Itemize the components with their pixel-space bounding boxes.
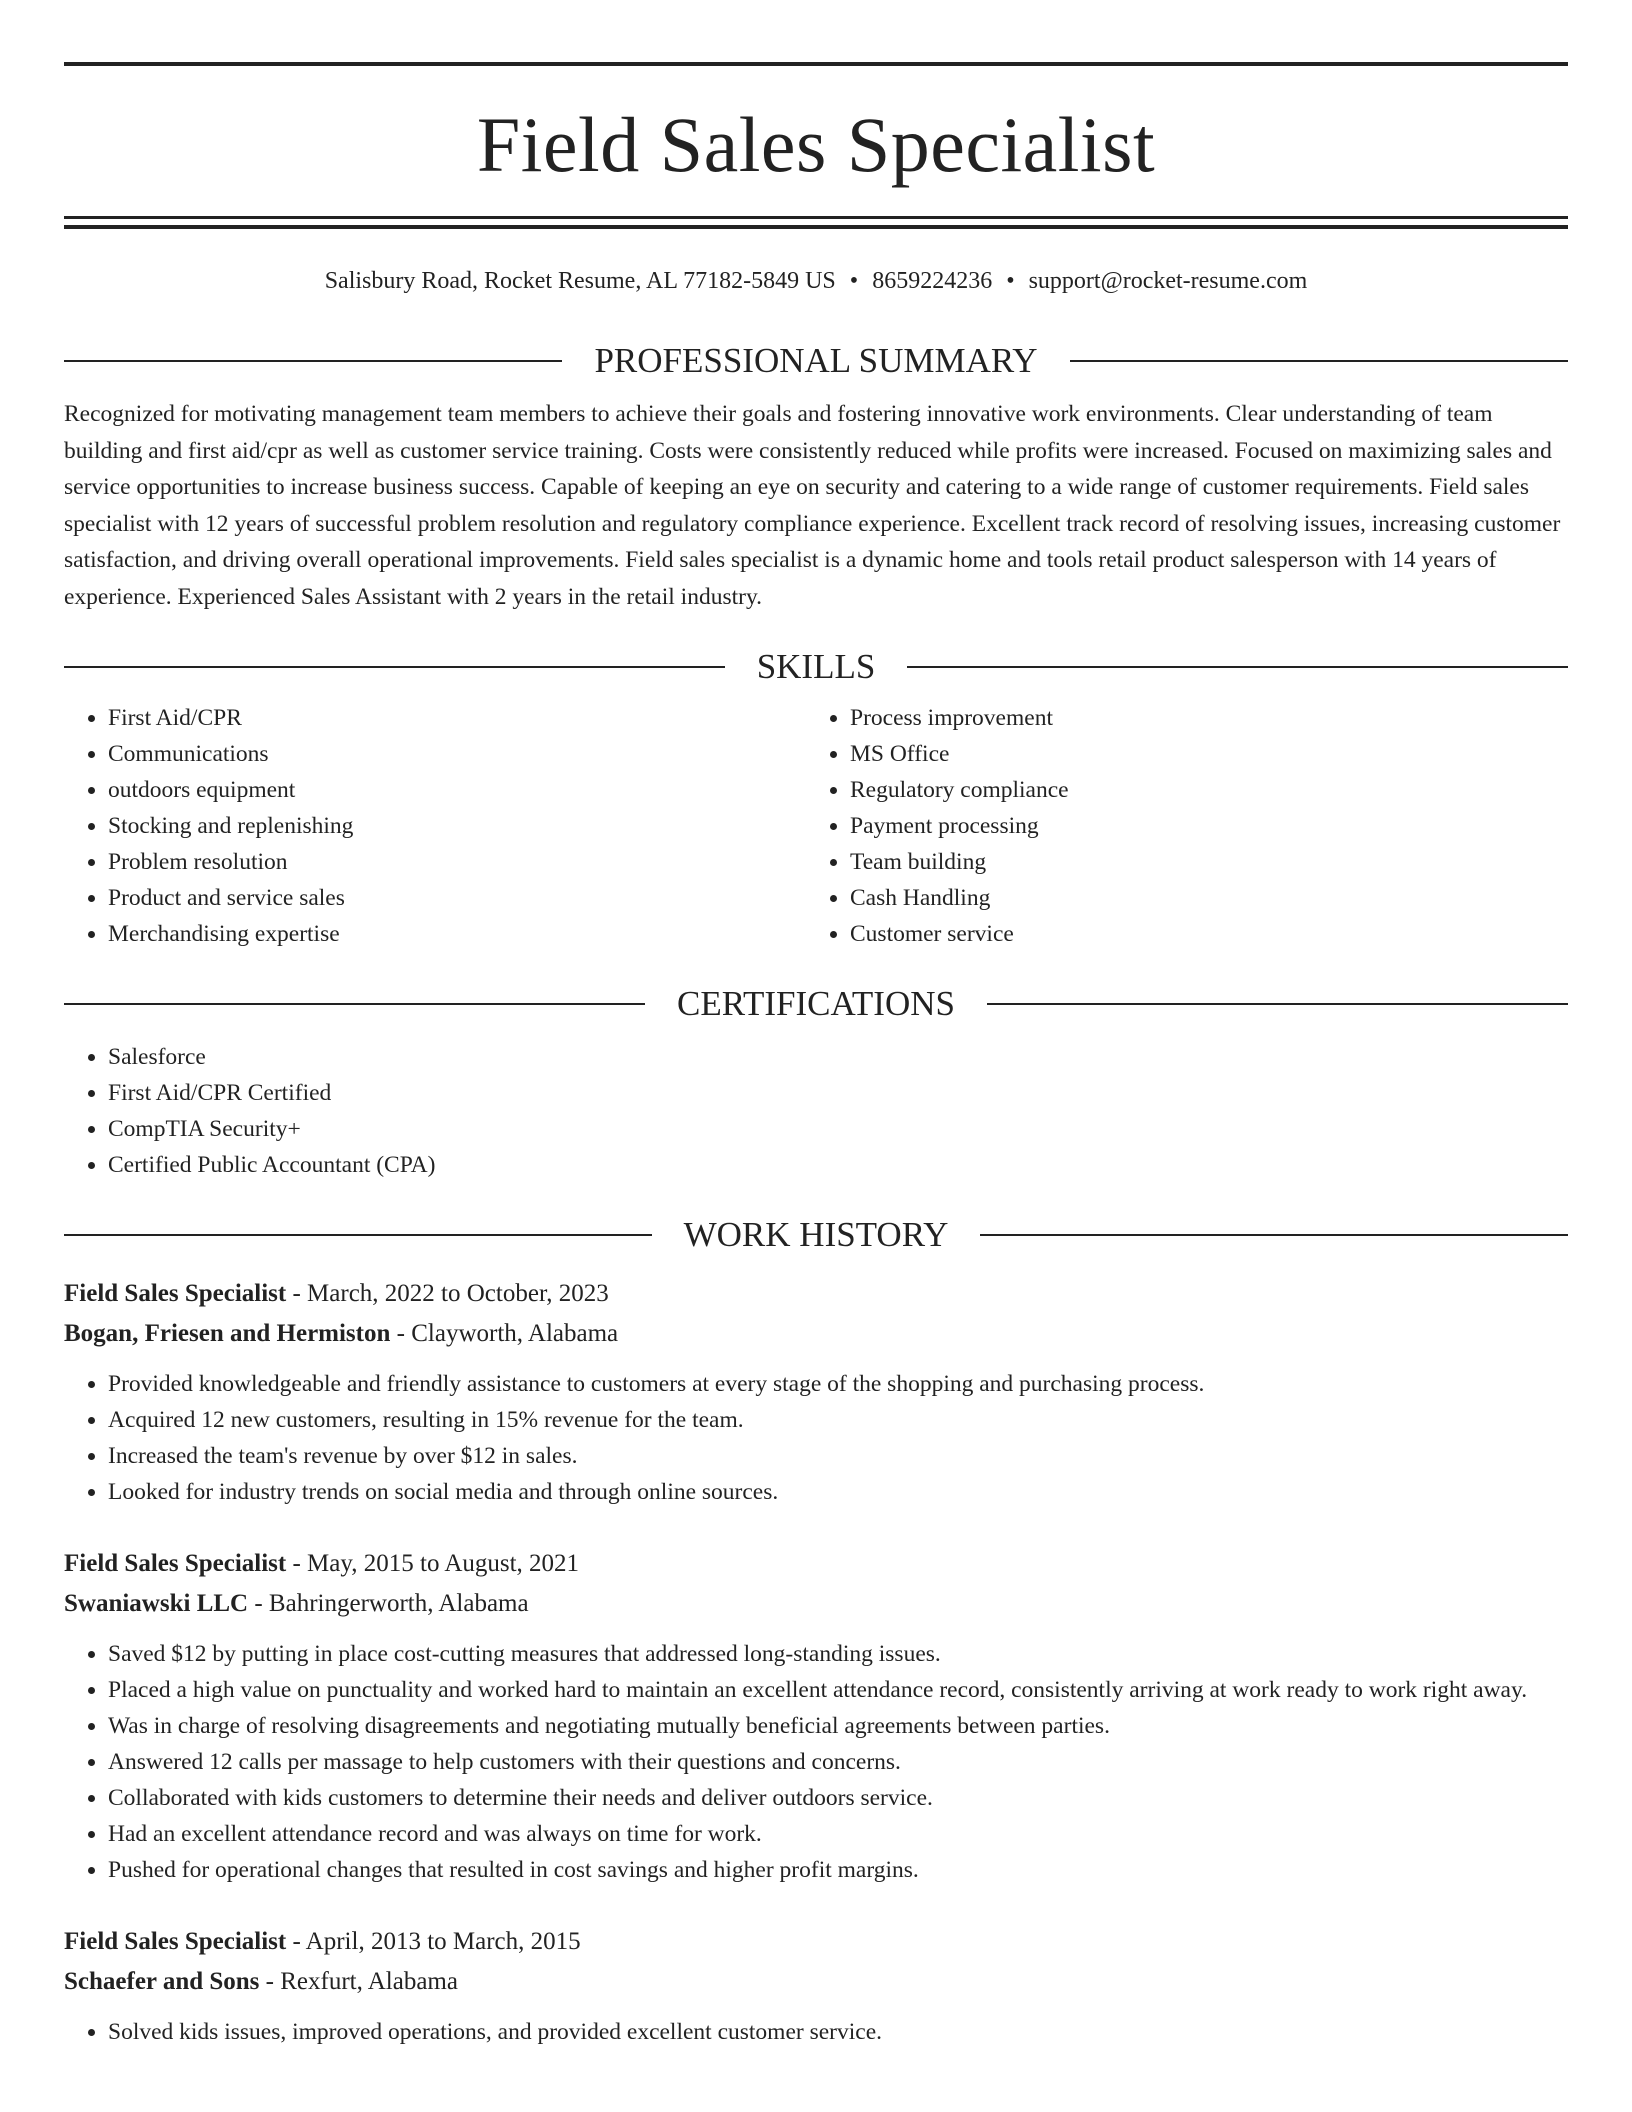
list-item: • Certified Public Accountant (CPA): [108, 1147, 1568, 1183]
list-item: • MS Office: [850, 736, 1568, 772]
list-item: • Team building: [850, 844, 1568, 880]
job-dates: - March, 2022 to October, 2023: [286, 1280, 609, 1307]
section-title: CERTIFICATIONS: [677, 984, 955, 1023]
heading-rule: [64, 666, 725, 668]
job-entry: [64, 1274, 1568, 1510]
list-item: • Placed a high value on punctuality and worked hard to maintain an excellent attendance record, consistently arriving at work ready to work right away.: [108, 1672, 1568, 1708]
list-item: • Acquired 12 new customers, resulting in 15% revenue for the team.: [108, 1402, 1568, 1438]
list-item: • First Aid/CPR Certified: [108, 1075, 1568, 1111]
list-item: • CompTIA Security+: [108, 1111, 1568, 1147]
list-item: • Provided knowledgeable and friendly assistance to customers at every stage of the shopping and purchasing process.: [108, 1366, 1568, 1402]
heading-rule: [1070, 360, 1568, 362]
list-item: • Payment processing: [850, 808, 1568, 844]
job-title: Field Sales Specialist: [64, 1928, 287, 1955]
list-item: • Pushed for operational changes that resulted in cost savings and higher profit margins.: [108, 1852, 1568, 1888]
job-title-line: [64, 1922, 1568, 1962]
contact-phone: 8659224236: [872, 268, 993, 294]
job-company: Schaefer and Sons: [64, 1968, 260, 1995]
list-item: • Salesforce: [108, 1039, 1568, 1075]
job-company-line: [64, 1962, 1568, 2002]
heading-rule: [64, 1234, 652, 1236]
heading-rule: [64, 360, 562, 362]
section-heading-summary: [64, 343, 1568, 378]
contact-address: Salisbury Road, Rocket Resume, AL 77182-5849 US: [324, 268, 836, 294]
title-double-rule: [64, 216, 1568, 229]
heading-rule: [907, 666, 1568, 668]
list-item: • Communications: [108, 736, 806, 772]
list-item: • Process improvement: [850, 700, 1568, 736]
list-item: • Looked for industry trends on social media and through online sources.: [108, 1474, 1568, 1510]
list-item: • Solved kids issues, improved operations, and provided excellent customer service.: [108, 2014, 1568, 2050]
list-item: • Had an excellent attendance record and was always on time for work.: [108, 1816, 1568, 1852]
section-title: PROFESSIONAL SUMMARY: [594, 341, 1038, 380]
skills-column-right: [806, 700, 1568, 952]
contact-separator: •: [849, 268, 859, 294]
job-company-line: [64, 1584, 1568, 1624]
certifications-list: [64, 1039, 1568, 1183]
section-title: WORK HISTORY: [683, 1215, 949, 1254]
list-item: • Saved $12 by putting in place cost-cutting measures that addressed long-standing issues.: [108, 1636, 1568, 1672]
job-location: - Rexfurt, Alabama: [259, 1968, 458, 1995]
skills-grid: [64, 700, 1568, 952]
job-title-line: [64, 1274, 1568, 1314]
job-company-line: [64, 1314, 1568, 1354]
list-item: • Merchandising expertise: [108, 916, 806, 952]
resume-title: Field Sales Specialist: [476, 101, 1156, 188]
heading-rule: [64, 1003, 645, 1005]
job-company: Bogan, Friesen and Hermiston: [64, 1320, 391, 1347]
heading-rule: [980, 1234, 1568, 1236]
job-title: Field Sales Specialist: [64, 1280, 287, 1307]
job-title-line: [64, 1544, 1568, 1584]
summary-text: Recognized for motivating management team members to achieve their goals and fostering innovative work environments. Clear understanding of team building and first aid/cpr as well as customer service training. Costs were consistently reduced while profits were increased. Focused on maximizing sales and service opportunities to increase business success. Capable of keeping an eye on security and catering to a wide range of customer requirements. Field sales specialist with 12 years of successful problem resolution and regulatory compliance experience. Excellent track record of resolving issues, increasing customer satisfaction, and driving overall operational improvements. Field sales specialist is a dynamic home and tools retail product salesperson with 14 years of experience. Experienced Sales Assistant with 2 years in the retail industry.: [64, 401, 1561, 610]
skills-column-left: [64, 700, 806, 952]
job-dates: - April, 2013 to March, 2015: [286, 1928, 581, 1955]
job-title: Field Sales Specialist: [64, 1550, 287, 1577]
section-heading-work-history: [64, 1217, 1568, 1252]
contact-separator: •: [1006, 268, 1015, 294]
list-item: • Product and service sales: [108, 880, 806, 916]
job-entry: [64, 1922, 1568, 2050]
list-item: • outdoors equipment: [108, 772, 806, 808]
job-dates: - May, 2015 to August, 2021: [286, 1550, 580, 1577]
list-item: • Was in charge of resolving disagreements and negotiating mutually beneficial agreements between parties.: [108, 1708, 1568, 1744]
section-heading-certifications: [64, 986, 1568, 1021]
list-item: • Cash Handling: [850, 880, 1568, 916]
list-item: • Customer service: [850, 916, 1568, 952]
list-item: • First Aid/CPR: [108, 700, 806, 736]
contact-line: [64, 269, 1568, 293]
contact-email: support@rocket-resume.com: [1028, 268, 1308, 294]
job-location: - Clayworth, Alabama: [390, 1320, 619, 1347]
section-title: SKILLS: [756, 647, 876, 686]
job-company: Swaniawski LLC: [64, 1590, 249, 1617]
list-item: • Problem resolution: [108, 844, 806, 880]
list-item: • Answered 12 calls per massage to help customers with their questions and concerns.: [108, 1744, 1568, 1780]
list-item: • Stocking and replenishing: [108, 808, 806, 844]
job-entry: [64, 1544, 1568, 1888]
heading-rule: [987, 1003, 1568, 1005]
list-item: • Collaborated with kids customers to determine their needs and deliver outdoors service.: [108, 1780, 1568, 1816]
job-location: - Bahringerworth, Alabama: [248, 1590, 529, 1617]
section-heading-skills: [64, 649, 1568, 684]
list-item: • Increased the team's revenue by over $12 in sales.: [108, 1438, 1568, 1474]
list-item: • Regulatory compliance: [850, 772, 1568, 808]
